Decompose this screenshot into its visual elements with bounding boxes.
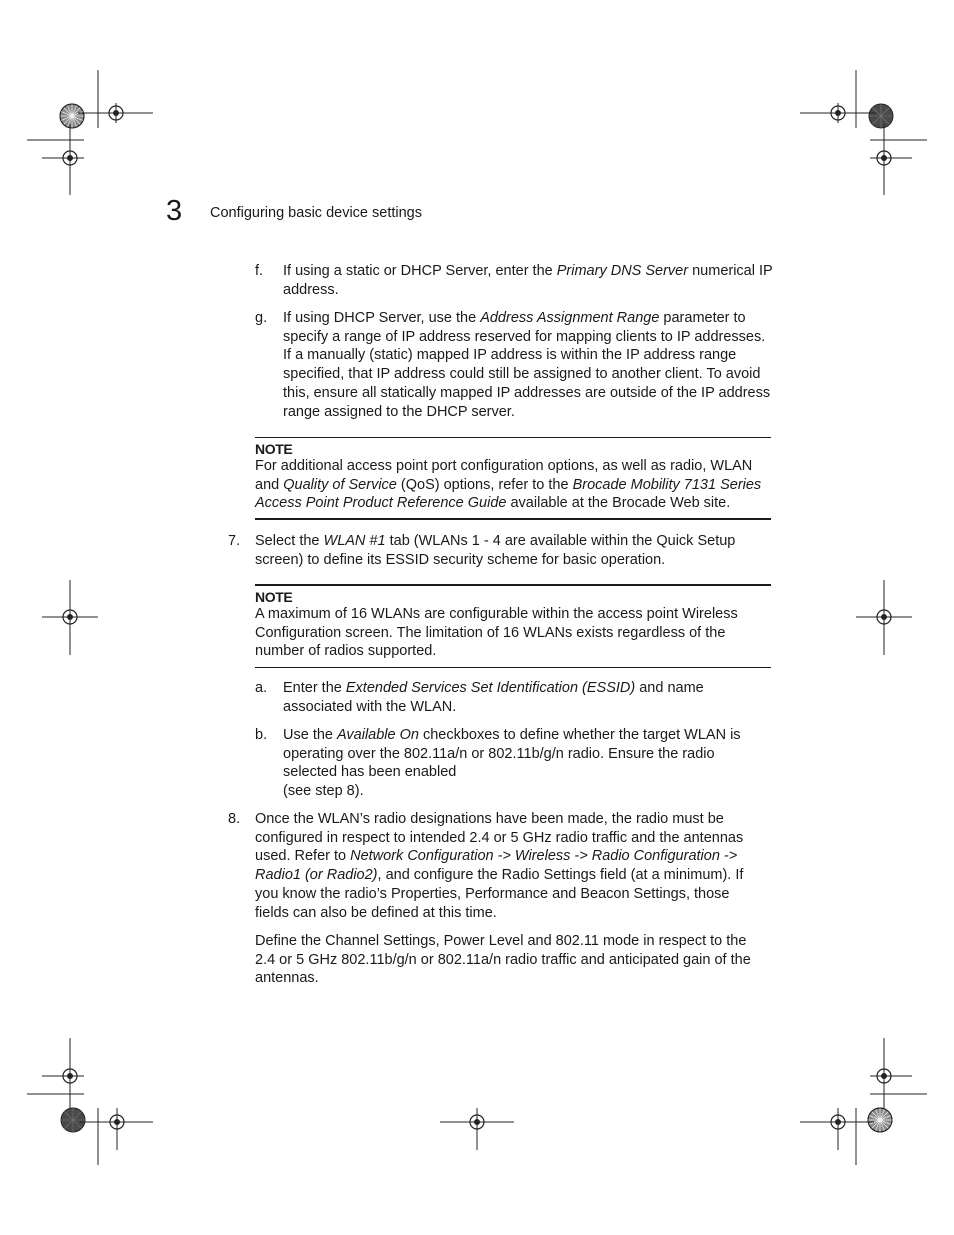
list-item bbox=[255, 309, 775, 424]
italic-text-run: Extended Services Set Identification (ESSID) bbox=[345, 680, 636, 696]
note-body bbox=[255, 457, 771, 513]
chapter-number: 3 bbox=[166, 195, 183, 227]
text-run: If using a static or DHCP Server, enter the bbox=[283, 263, 557, 279]
italic-text-run: Quality of Service bbox=[283, 476, 397, 493]
italic-text-run: Brocade Mobility 7131 Series Access Point Product Reference Guide bbox=[255, 476, 762, 512]
note-heading: NOTE bbox=[255, 589, 293, 605]
list-item-text bbox=[283, 679, 753, 716]
italic-text-run: Network Configuration -> Wireless -> Radio Configuration -> Radio1 (or Radio2) bbox=[255, 848, 738, 884]
list-item-text bbox=[255, 810, 765, 922]
note-body bbox=[255, 605, 771, 661]
list-item-label: a. bbox=[255, 680, 268, 696]
italic-text-run: Address Assignment Range bbox=[480, 310, 660, 326]
list-item bbox=[255, 262, 775, 302]
list-item-label: 8. bbox=[228, 811, 241, 827]
text-run: Enter the bbox=[283, 680, 346, 696]
text-run: parameter to specify a range of IP address reserved for mapping clients to IP addresses. If a manually (static) mapped IP address is within the IP address range specified, that IP address could still be assigned to another client. To avoid this, ensure all statically mapped IP addresses are outside of the IP address range assigned to the DHCP server. bbox=[283, 310, 771, 420]
list-item bbox=[228, 810, 773, 925]
list-item bbox=[255, 679, 775, 719]
list-item bbox=[228, 532, 773, 572]
text-run: Once the WLAN’s radio designations have been made, the radio must be configured in respect to intended 2.4 or 5 GHz radio traffic and the antennas used. Refer to bbox=[255, 811, 744, 865]
list-item-text bbox=[283, 262, 773, 299]
list-item-text bbox=[283, 726, 753, 801]
text-run: If using DHCP Server, use the bbox=[283, 310, 481, 326]
text-run: available at the Brocade Web site. bbox=[506, 495, 731, 512]
paragraph-text bbox=[255, 932, 765, 988]
text-run: numerical IP address. bbox=[283, 263, 773, 298]
text-run: (see step 8). bbox=[283, 783, 364, 800]
list-item-label: 7. bbox=[228, 533, 241, 549]
text-run: Define the Channel Settings, Power Level and 802.11 mode in respect to the 2.4 or 5 GHz 802.11b/g/n or 802.11a/n radio traffic and anticipated gain of the antennas. bbox=[255, 933, 751, 987]
italic-text-run: Available On bbox=[337, 727, 419, 743]
note-heading: NOTE bbox=[255, 441, 293, 457]
list-item-text bbox=[255, 532, 745, 569]
paragraph bbox=[255, 932, 775, 992]
text-run: For additional access point port configuration options, as well as radio, WLAN and bbox=[255, 458, 753, 493]
chapter-title: Configuring basic device settings bbox=[210, 205, 422, 221]
list-item-label: f. bbox=[255, 263, 264, 279]
text-run: checkboxes to define whether the target WLAN is operating over the 802.11a/n or 802.11b/g/n radio. Ensure the radio selected has been enabled bbox=[283, 727, 741, 781]
text-run: and name associated with the WLAN. bbox=[283, 680, 704, 715]
italic-text-run: WLAN #1 bbox=[323, 533, 386, 549]
text-run: A maximum of 16 WLANs are configurable within the access point Wireless Configuration screen. The limitation of 16 WLANs exists regardless of the number of radios supported. bbox=[255, 606, 738, 660]
list-item-text bbox=[283, 309, 773, 421]
text-run: tab (WLANs 1 - 4 are available within the Quick Setup screen) to define its ESSID security scheme for basic operation. bbox=[255, 533, 736, 568]
text-run: Use the bbox=[283, 727, 337, 743]
list-item-label: g. bbox=[255, 310, 268, 326]
text-run: (QoS) options, refer to the bbox=[396, 476, 573, 493]
note-top-rule bbox=[255, 584, 771, 586]
text-run: , and configure the Radio Settings field (at a minimum). If you know the radio’s Properties, Performance and Beacon Settings, those fields can also be defined at this time. bbox=[255, 867, 744, 921]
note-top-rule bbox=[255, 437, 771, 438]
note-bottom-rule bbox=[255, 518, 771, 520]
text-run: Select the bbox=[255, 533, 324, 549]
list-item-label: b. bbox=[255, 727, 268, 743]
note-bottom-rule bbox=[255, 667, 771, 668]
italic-text-run: Primary DNS Server bbox=[556, 263, 689, 279]
list-item bbox=[255, 726, 775, 804]
